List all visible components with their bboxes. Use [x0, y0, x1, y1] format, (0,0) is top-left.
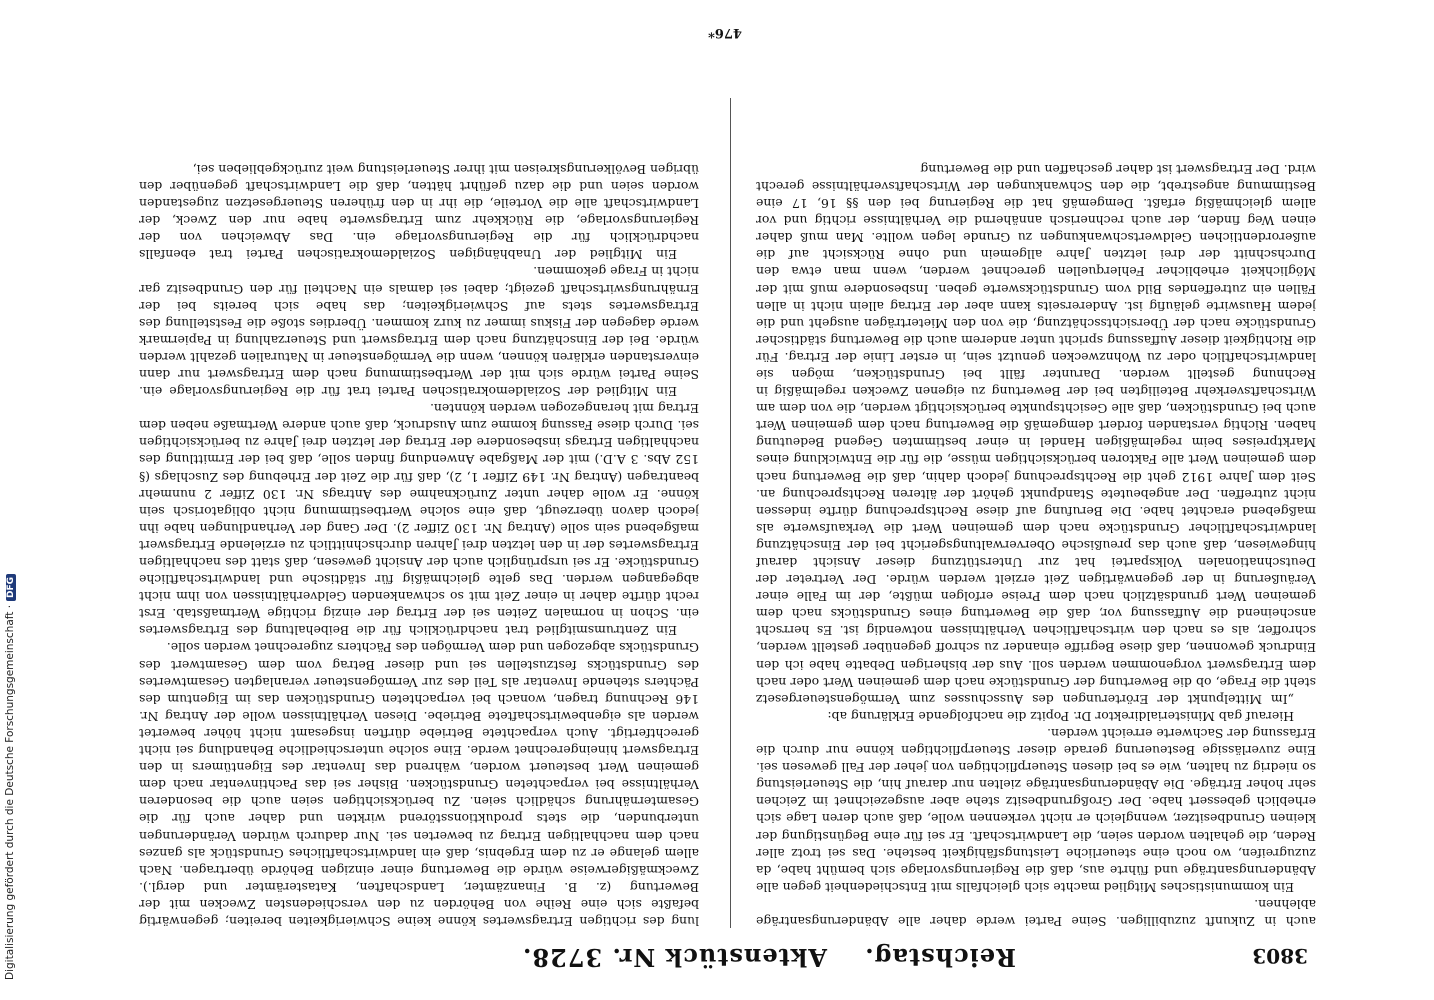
digitization-credit — [4, 0, 18, 980]
paragraph: Ein Zentrumsmitglied trat nachdrücklich für die Beibehaltung des Ertragswertes ein. Schon in normalen Zeiten sei der Ertrag der einzig richtige Wertmaßstab. Erst recht dürfte daher in einer Zeit mit so schwankenden Geldverhältnissen von ihm nicht abgegangen werden. Das gelte gleichmäßig für städtische und landwirtschaftliche Grundstücke. Er sei ursprünglich auch der Ansicht gewesen, daß statt des nachhaltigen Ertragswertes der in den letzten drei Jahren durchschnittlich zu erzielende Ertragswert maßgebend sein solle (Antrag Nr. 130 Ziffer 2). Der Gang der Verhandlungen habe ihn jedoch davon überzeugt, daß eine solche Wertbestimmung nicht obligatorisch sein könne. Er wolle daher unter Zurücknahme des Antrags Nr. 130 Ziffer 2 nunmehr beantragen (Antrag Nr. 149 Ziffer 1, 2), daß für die Zeit der Erhebung des Zuschlags (§ 152 Abs. 3 A.D.) mit der Maßgabe Anwendung finden solle, daß bei der Ermittlung des nachhaltigen Ertrags insbesondere der Ertrag der letzten drei Jahre zu berücksichtigen sei. Durch diese Fassung komme zum Ausdruck, daß auch andere Wertmaße neben dem Ertrag mit herangezogen werden könnten. — [139, 401, 699, 639]
paragraph: Ein Mitglied der Sozialdemokratischen Partei trat für die Regierungsvorlage ein. Seine Partei würde sich mit der Wertbestimmung nach dem Ertragswert nur dann einverstanden erklären können, wenn die Vermögensteuer in Naturalien gezahlt werden würde. Bei der Einschätzung nach dem Ertragswert und Steuerzahlung in Papiermark werde dagegen der Fiskus immer zu kurz kommen. Überdies stoße die Feststellung des Ertragswertes stets auf Schwierigkeiten; das habe sich bereits bei der Ernährungswirtschaft gezeigt; dabei sei damals ein Nachteil für den Grundbesitz gar nicht in Frage gekommen. — [139, 264, 699, 400]
running-title-left: Reichstag. — [864, 943, 1016, 972]
paragraph: auch in Zukunft zuzubilligen. Seine Partei werde daher alle Abänderungsanträge ablehnen. — [756, 896, 1316, 929]
paragraph: Hierauf gab Ministerialdirektor Dr. Popitz die nachfolgende Erklärung ab: — [827, 708, 1294, 724]
right-column — [139, 50, 699, 930]
page-number: 3803 — [1252, 944, 1308, 968]
page-header — [96, 940, 1316, 976]
paragraph: „Im Mittelpunkt der Erörterungen des Ausschusses zum Vermögensteuergesetz steht die Frage, ob die Bewertung der Grundstücke nach dem gemeinen Wert oder nach dem Ertragswert vorgenommen werden soll. Aus der bisherigen Debatte habe ich den Eindruck gewonnen, daß diese Begriffe einander zu schroff gegenüber gestellt werden, schroffer, als es nach den wirtschaftlichen Verhältnissen notwendig ist. Es herrscht anscheinend die Auffassung vor, daß die Bewertung eines Grundstücks nach dem gemeinen Wert grundsätzlich nach dem Preise erfolgen müßte, der im Falle einer Veräußerung in der gegenwärtigen Zeit erzielt werden würde. Der Vertreter der Deutschnationalen Volkspartei hat zur Unterstützung dieser Ansicht darauf hingewiesen, daß auch das preußische Oberverwaltungsgericht bei der Einschätzung landwirtschaftlicher Grundstücke nach dem gemeinen Wert die Verkaufswerte als maßgebend erachtet habe. Die Berufung auf diese Rechtsprechung dürfte indessen nicht zutreffen. Der angebeutete Standpunkt gehört der älteren Rechtsprechung an. Seit dem Jahre 1912 geht die Rechtsprechung jedoch dahin, daß die Bewertung nach dem gemeinen Wert alle Faktoren berücksichtigen müsse, die für die Entwicklung eines Marktpreises beim regelmäßigen Handel in einer bestimmten Gegend Bedeutung haben. Richtig verstanden fordert demgemäß die Bewertung nach dem gemeinen Wert auch bei Grundstücken, daß alle Gesichtspunkte berücksichtigt werden, die von dem am Wirtschaftsverkehr Beteiligten bei der Bewertung zu eigenen Zwecken regelmäßig in Rechnung gestellt werden. Darunter fällt bei Grundstücken, mögen sie landwirtschaftlich oder zu Wohnzwecken genutzt sein, in erster Linie der Ertrag. Für die Richtigkeit dieser Auffassung spricht unter anderem auch die Bewertung städtischer Grundstücke nach der Übersichtsschätzung, die von den Mieterträgen ausgeht und die jedem Hauswirte geläufig ist. Andererseits kann aber der Ertrag allein nicht in allen Fällen ein zutreffendes Bild vom Grundstückswerte geben. Insbesondere muß mit der Möglichkeit erheblicher Fehlerquellen gerechnet werden, wenn man etwa den Durchschnitt der drei letzten Jahre allgemein und ohne Rücksicht auf die außerordentlichen Geldwertschwankungen zu Grunde legen wollte. Man muß daher einen Weg finden, der auch rechnerisch annähernd die Verhältnisse richtig und vor allem gleichmäßig erfaßt. Demgemäß hat die Regierung bei den §§ 16, 17 eine Bestimmung angestrebt, die den Schwankungen der Wirtschaftsverhältnisse gerecht wird. Der Ertragswert ist daher geschaffen und die Bewertung — [756, 161, 1316, 707]
signature-mark: 476* — [708, 25, 742, 40]
column-divider — [730, 98, 731, 928]
left-column — [756, 50, 1316, 930]
paragraph: lung des richtigen Ertragswertes könne keine Schwierigkeiten bereiten; gegenwärtig befaßte sich eine Reihe von Behörden zu den verschiedensten Zwecken mit der Bewertung (z. B. Finanzämter, Landschaften, Katasterämter und dergl.). Zweckmäßigerweise würde die Bewertung einer einzigen Behörde übertragen. Nach allem gelange er zu dem Ergebnis, daß ein landwirtschaftliches Grundstück als ganzes nach dem nachhaltigen Ertrag zu bewerten sei. Nur dadurch würden Veränderungen unterbunden, die stets produktionsstörend wirkten und daher auch für die Gesamternährung schädlich seien. Zu berücksichtigen seien auch die besonderen Verhältnisse bei verpachteten Grundstücken. Bisher sei das Pachtinventar nach dem gemeinen Wert besteuert worden, während das Inventar des Eigentümers in den Ertragswert hineingerechnet werde. Eine solche unterschiedliche Behandlung sei nicht gerechtfertigt. Auch verpachtete Betriebe dürften insgesamt nicht höher bewertet werden als eigenbewirtschaftete Betriebe. Diesen Verhältnissen wolle der Antrag Nr. 146 Rechnung tragen, wonach bei verpachteten Grundstücken das im Eigentum des Pächters stehende Inventar als Teil des zur Vermögensteuer veranlagten Gesamtwertes des Grundstücks festzustellen sei und dieser Betrag vom dem Gesamtwert des Grundstücks abgezogen und dem Vermögen des Pächters zugerechnet werden solle. — [139, 640, 699, 929]
dfg-logo: DFG — [6, 574, 16, 601]
paragraph: Ein kommunistisches Mitglied machte sich gleichfalls mit Entschiedenheit gegen alle Abänderungsanträge und führte aus, daß die Regierungsvorlage sich bemüht habe, da zuzugreifen, wo noch eine steuerliche Leistungsfähigkeit bestehe. Das sei trotz aller Reden, die gehalten worden seien, die Landwirtschaft. Er sei für eine Begünstigung der kleinen Grundbesitzer, wenngleich er nicht verkennen wolle, daß auch deren Lage sich erheblich gebessert habe. Der Großgrundbesitz stehe aber ausgezeichnet im Zeichen sehr hoher Erträge. Die Abänderungsanträge zielten nur darauf hin, die Steuerleistung so niedrig zu halten, wie es bei diesen Steuerpflichtigen von jeher der Fall gewesen sei. Eine zuverlässige Besteuerung gerade dieser Steuerpflichtigen könne nur durch die Erfassung der Sachwerte erreicht werden. — [756, 725, 1316, 895]
paragraph: Ein Mitglied der Unabhängigen Sozialdemokratischen Partei trat ebenfalls nachdrücklich für die Regierungsvorlage ein. Das Abweichen von der Regierungsvorlage, die Rückkehr zum Ertragswerte habe nur den Zweck, der Landwirtschaft alle die Vorteile, die ihr in den früheren Steuergesetzen zugestanden worden seien und die dazu geführt hätten, daß die Landwirtschaft gegenüber den übrigen Bevölkerungskreisen mit ihrer Steuerleistung weit zurückgeblieben sei, — [139, 161, 699, 263]
credit-text: Digitalisierung gefördert durch die Deutsche Forschungsgemeinschaft · — [4, 604, 16, 980]
running-title — [522, 943, 1016, 972]
running-title-right: Aktenstück Nr. 3728. — [522, 943, 827, 972]
